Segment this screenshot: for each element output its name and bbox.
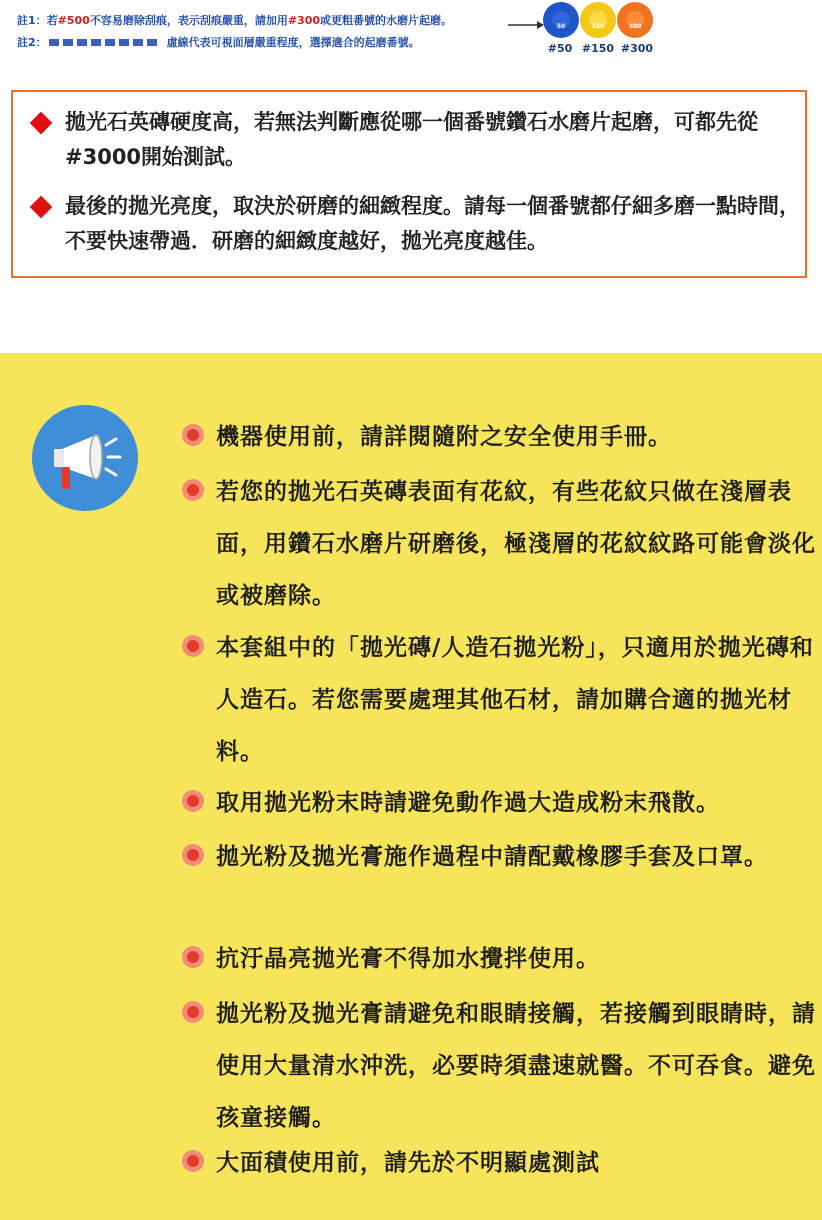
list-item-text: 大面積使用前，請先於不明顯處測試 — [216, 1150, 600, 1176]
list-item-text: 機器使用前，請詳閱隨附之安全使用手冊。 — [216, 424, 672, 450]
warning-box — [11, 90, 807, 278]
diamond-bullet-icon — [30, 196, 53, 219]
bullet-icon — [182, 1001, 204, 1023]
note-1-num-500: #500 — [57, 14, 90, 27]
note-2-text: 虛線代表可視面層嚴重程度，選擇適合的起磨番號。 — [166, 36, 420, 49]
bullet-icon — [182, 635, 204, 657]
list-item-text: 本套組中的「拋光磚/人造石拋光粉」，只適用於拋光磚和人造石。若您需要處理其他石材，請加購合適的拋光材料。 — [216, 635, 814, 765]
warning-item — [31, 189, 801, 259]
list-item-text: 取用拋光粉末時請避免動作過大造成粉末飛散。 — [216, 790, 720, 816]
note-2 — [17, 34, 420, 51]
pad-150-label: #150 — [581, 42, 615, 55]
pad-50-label: #50 — [547, 42, 573, 55]
polishing-pads — [543, 2, 663, 58]
warning-item-text: 拋光石英磚硬度高，若無法判斷應從哪一個番號鑽石水磨片起磨，可都先從#3000開始測試。 — [65, 110, 758, 169]
dashed-line-legend — [49, 36, 161, 49]
diamond-bullet-icon — [30, 112, 53, 135]
note-1-prefix: 註1：若 — [17, 14, 58, 27]
bullet-icon — [182, 844, 204, 866]
note-1 — [17, 12, 452, 28]
megaphone-icon — [32, 405, 138, 511]
pad-150-image: 150 — [580, 2, 616, 38]
pad-50-image: 50 — [543, 2, 579, 38]
note-1-num-300: #300 — [287, 14, 321, 27]
bullet-icon — [182, 946, 204, 968]
pad-300-image: 300 — [617, 2, 653, 38]
list-item-text: 若您的拋光石英磚表面有花紋，有些花紋只做在淺層表面，用鑽石水磨片研磨後，極淺層的花紋紋路可能會淡化或被磨除。 — [216, 479, 816, 609]
list-item-text: 拋光粉及拋光膏施作過程中請配戴橡膠手套及口罩。 — [216, 844, 768, 870]
warning-item-text: 最後的拋光亮度，取決於研磨的細緻程度。請每一個番號都仔細多磨一點時間，不要快速帶過．研磨的細緻度越好，拋光亮度越佳。 — [65, 194, 800, 253]
bullet-icon — [182, 790, 204, 812]
note-1-mid: 不容易磨除刮痕，表示刮痕嚴重，請加用 — [89, 14, 288, 27]
bullet-icon — [182, 424, 204, 446]
list-item-text: 拋光粉及拋光膏請避免和眼睛接觸，若接觸到眼睛時，請使用大量清水沖洗，必要時須盡速就醫。不可吞食。避免孩童接觸。 — [216, 1001, 816, 1131]
safety-panel — [0, 353, 822, 1220]
pad-300-label: #300 — [620, 42, 654, 55]
warning-item — [31, 105, 801, 175]
note-1-suffix: 或更粗番號的水磨片起磨。 — [320, 14, 453, 27]
bullet-icon — [182, 1150, 204, 1172]
list-item-text: 抗汙晶亮拋光膏不得加水攪拌使用。 — [216, 946, 600, 972]
note-2-prefix: 註2： — [17, 36, 47, 49]
bullet-icon — [182, 479, 204, 501]
arrow-right-icon — [508, 20, 544, 30]
